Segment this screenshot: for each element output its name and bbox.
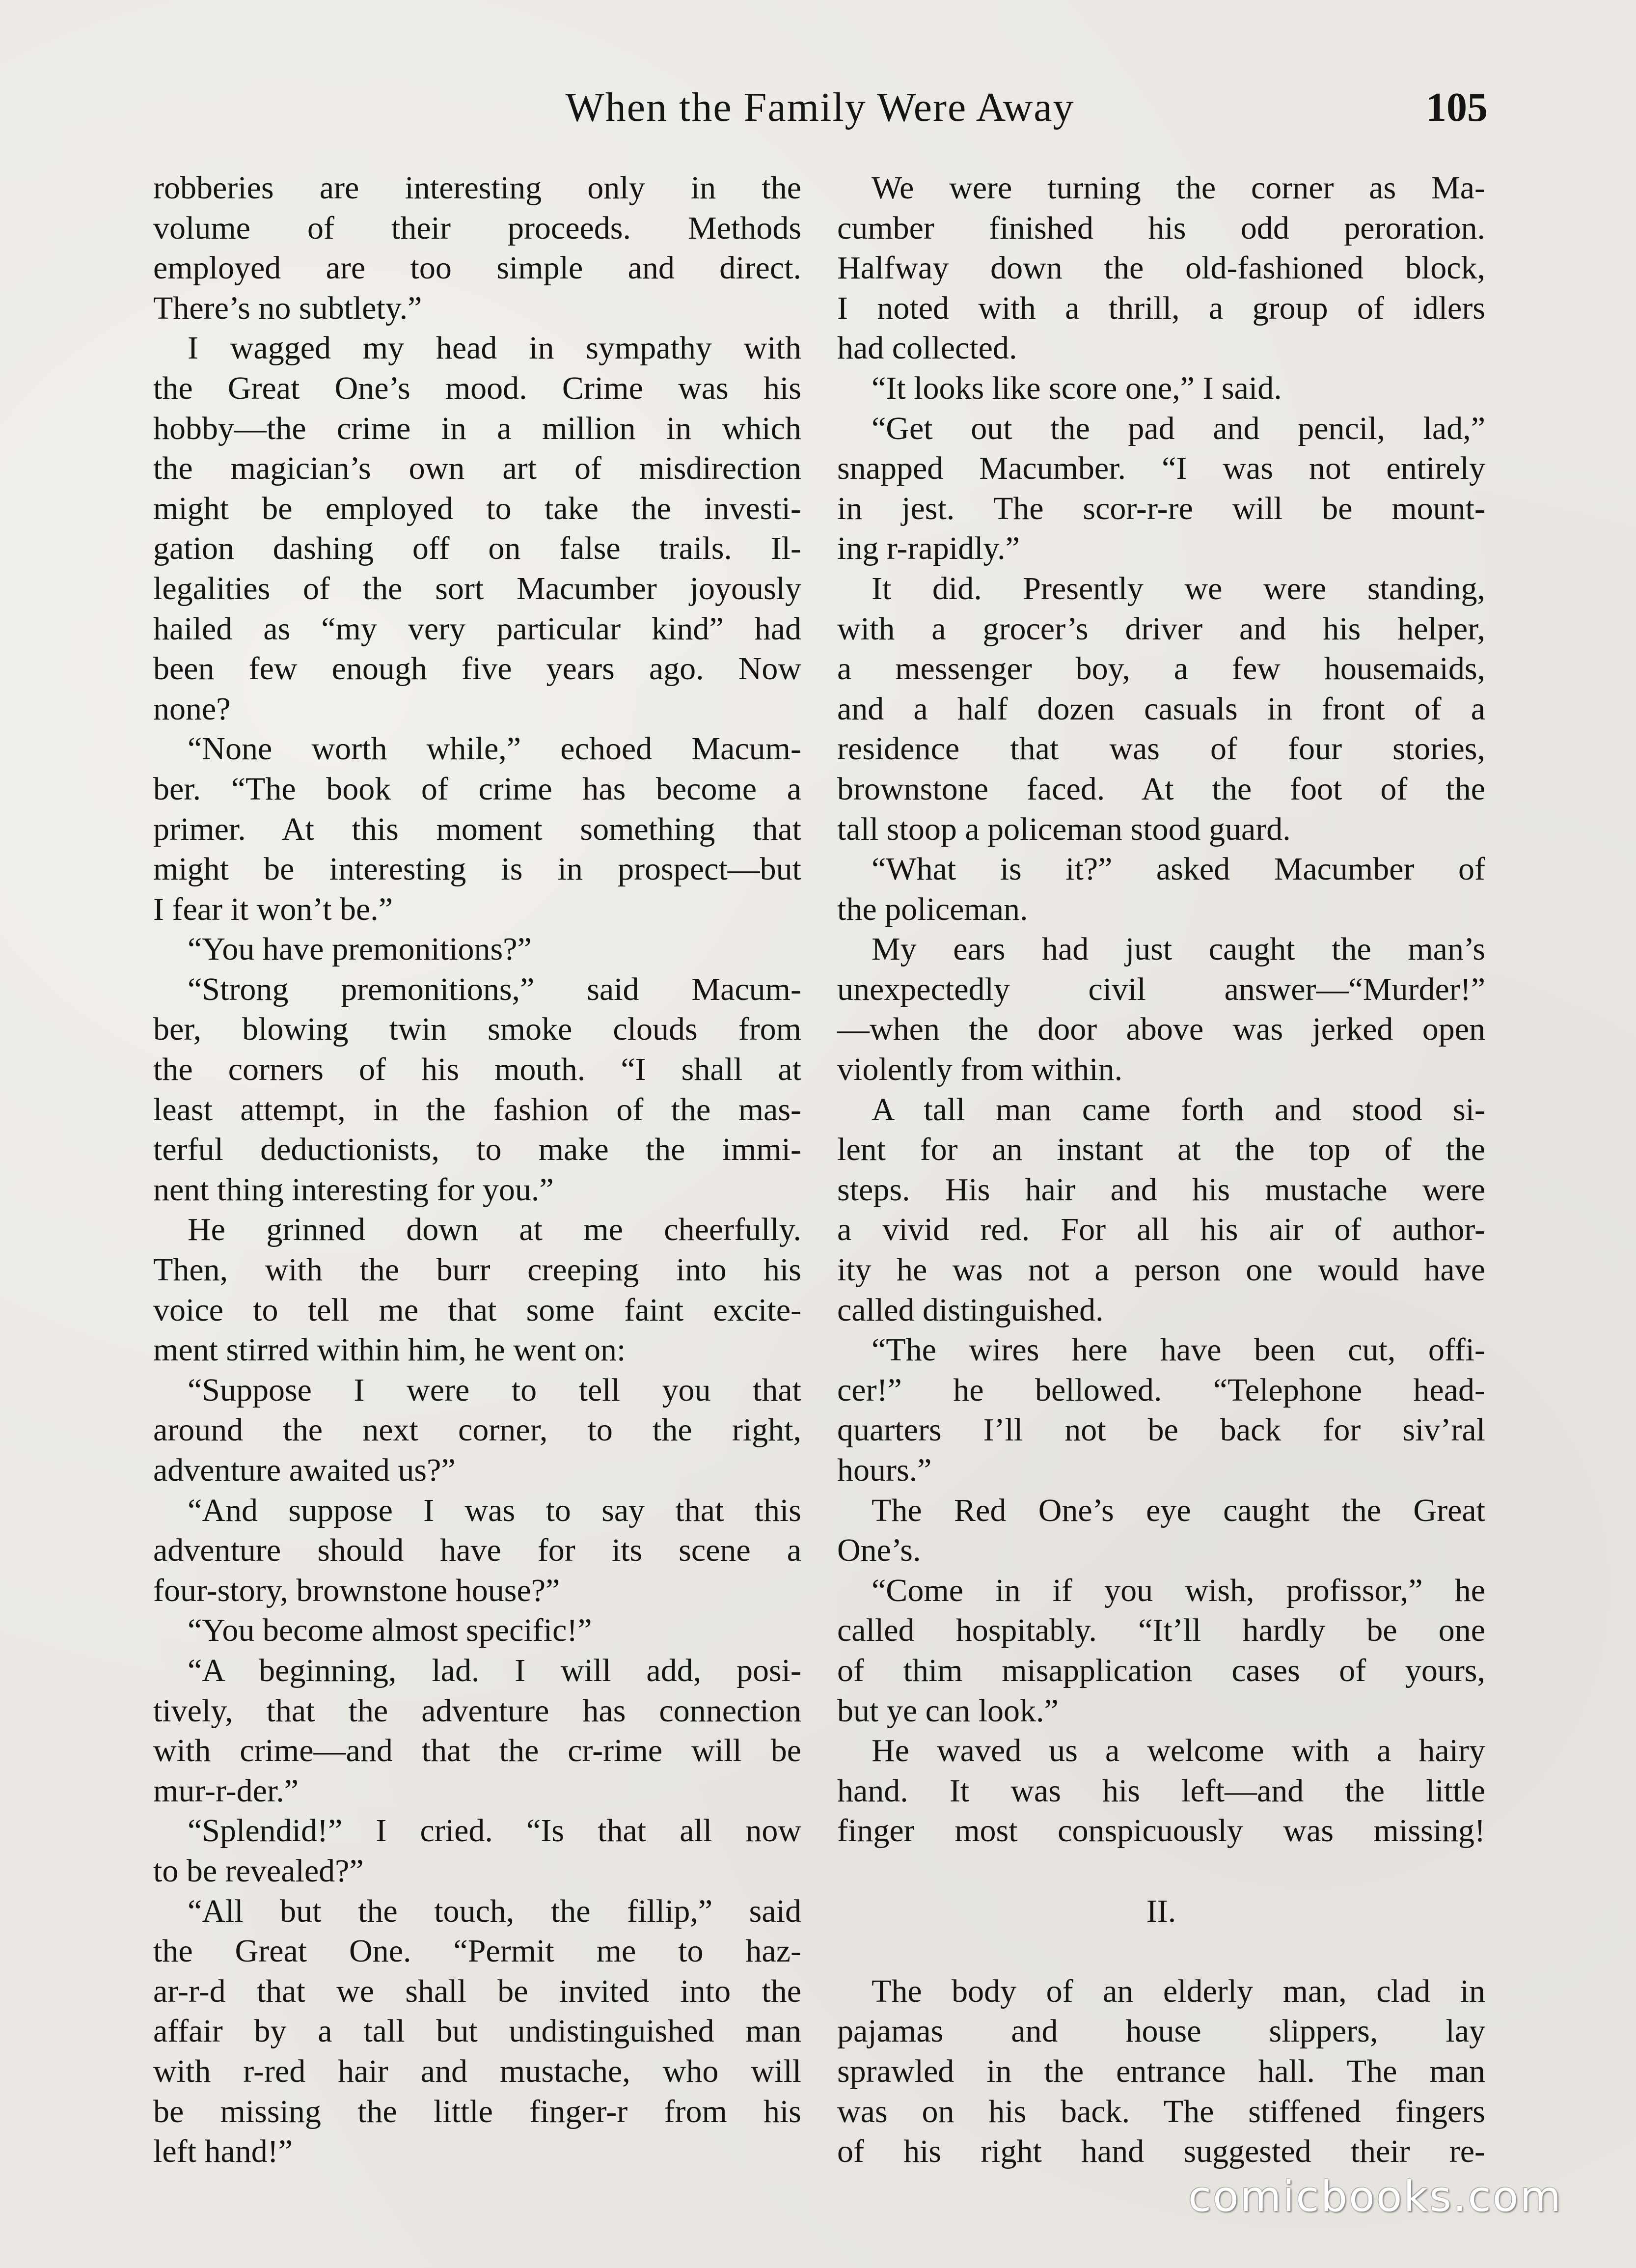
- text-line: mur-r-der.”: [153, 1772, 299, 1809]
- text-line: I noted with a thrill, a group of idlers: [837, 290, 1485, 326]
- text-line: “And suppose I was to say that this: [188, 1492, 801, 1528]
- text-line: “Suppose I were to tell you that: [188, 1372, 801, 1408]
- text-line: robberies are interesting only in the: [153, 170, 801, 206]
- text-line: brownstone faced. At the foot of the: [837, 771, 1485, 807]
- text-line: snapped Macumber. “I was not entirely: [837, 450, 1485, 487]
- page-number: 105: [1426, 84, 1488, 130]
- page-header: [152, 83, 1488, 147]
- text-line: voice to tell me that some faint excite-: [153, 1292, 801, 1328]
- text-line: the Great One. “Permit me to haz-: [153, 1933, 801, 1969]
- text-line: ing r-rapidly.”: [837, 530, 1020, 567]
- text-line: hailed as “my very particular kind” had: [153, 610, 801, 647]
- text-line: of his right hand suggested their re-: [837, 2133, 1485, 2170]
- text-line: My ears had just caught the man’s: [872, 931, 1485, 968]
- right-text-column: [837, 168, 1485, 2172]
- text-line: “The wires here have been cut, offi-: [872, 1332, 1485, 1368]
- text-line: was on his back. The stiffened fingers: [837, 2093, 1485, 2130]
- text-line: residence that was of four stories,: [837, 731, 1485, 767]
- text-line: called distinguished.: [837, 1292, 1104, 1328]
- text-line: [837, 1851, 1485, 1891]
- text-line: been few enough five years ago. Now: [153, 651, 801, 687]
- text-line: steps. His hair and his mustache were: [837, 1171, 1485, 1208]
- text-line: I wagged my head in sympathy with: [188, 330, 801, 366]
- text-line: —when the door above was jerked open: [837, 1011, 1485, 1048]
- text-line: “You become almost specific!”: [188, 1612, 592, 1649]
- text-line: cumber finished his odd peroration.: [837, 210, 1485, 246]
- text-line: ar-r-d that we shall be invited into the: [153, 1973, 801, 2009]
- text-line: violently from within.: [837, 1051, 1123, 1088]
- text-line: volume of their proceeds. Methods: [153, 210, 801, 246]
- text-line: employed are too simple and direct.: [153, 250, 801, 286]
- watermark-logo: comicbooks.com: [1188, 2172, 1562, 2221]
- text-line: The body of an elderly man, clad in: [872, 1973, 1485, 2009]
- text-line: “What is it?” asked Macumber of: [872, 851, 1485, 887]
- text-line: hobby—the crime in a million in which: [153, 410, 801, 446]
- text-line: [837, 1931, 1485, 1971]
- text-line: tall stoop a policeman stood guard.: [837, 811, 1291, 847]
- text-line: We were turning the corner as Ma-: [872, 170, 1485, 206]
- text-line: He waved us a welcome with a hairy: [872, 1733, 1485, 1769]
- left-text-column: [153, 168, 801, 2172]
- text-line: around the next corner, to the right,: [153, 1412, 801, 1448]
- text-line: It did. Presently we were standing,: [872, 570, 1485, 607]
- text-line: with crime—and that the cr-rime will be: [153, 1733, 801, 1769]
- text-line: Halfway down the old-fashioned block,: [837, 250, 1485, 286]
- text-line: cer!” he bellowed. “Telephone head-: [837, 1372, 1485, 1408]
- text-line: hours.”: [837, 1452, 932, 1488]
- text-line: pajamas and house slippers, lay: [837, 2013, 1485, 2049]
- text-line: ber, blowing twin smoke clouds from: [153, 1011, 801, 1048]
- running-title: When the Family Were Away: [565, 84, 1075, 130]
- text-line: the corners of his mouth. “I shall at: [153, 1051, 801, 1088]
- text-line: adventure awaited us?”: [153, 1452, 456, 1488]
- text-line: There’s no subtlety.”: [153, 290, 422, 326]
- text-line: in jest. The scor-r-re will be mount-: [837, 490, 1485, 526]
- text-line: four-story, brownstone house?”: [153, 1572, 560, 1608]
- text-line: Then, with the burr creeping into his: [153, 1252, 801, 1288]
- text-line: One’s.: [837, 1532, 921, 1569]
- text-line: ment stirred within him, he went on:: [153, 1332, 626, 1368]
- text-line: lent for an instant at the top of the: [837, 1132, 1485, 1168]
- text-line: “You have premonitions?”: [188, 931, 532, 968]
- text-line: tively, that the adventure has connection: [153, 1692, 801, 1729]
- text-line: The Red One’s eye caught the Great: [872, 1492, 1485, 1528]
- text-line: I fear it won’t be.”: [153, 891, 393, 927]
- text-line: a vivid red. For all his air of author-: [837, 1212, 1485, 1248]
- text-line: “None worth while,” echoed Macum-: [188, 731, 801, 767]
- text-line: the Great One’s mood. Crime was his: [153, 370, 801, 406]
- text-line: “It looks like score one,” I said.: [872, 370, 1282, 406]
- text-line: “Get out the pad and pencil, lad,”: [872, 410, 1485, 446]
- text-line: least attempt, in the fashion of the mas-: [153, 1091, 801, 1128]
- text-line: legalities of the sort Macumber joyously: [153, 570, 801, 607]
- text-line: “Strong premonitions,” said Macum-: [188, 971, 801, 1007]
- text-line: might be employed to take the investi-: [153, 490, 801, 526]
- text-line: primer. At this moment something that: [153, 811, 801, 847]
- text-line: A tall man came forth and stood si-: [872, 1091, 1485, 1128]
- text-line: finger most conspicuously was missing!: [837, 1813, 1485, 1849]
- text-line: but ye can look.”: [837, 1692, 1059, 1729]
- text-line: had collected.: [837, 330, 1017, 366]
- text-line: of thim misapplication cases of yours,: [837, 1652, 1485, 1688]
- text-line: might be interesting is in prospect—but: [153, 851, 801, 887]
- text-line: terful deductionists, to make the immi-: [153, 1132, 801, 1168]
- text-line: with a grocer’s driver and his helper,: [837, 610, 1485, 647]
- text-line: to be revealed?”: [153, 1853, 364, 1889]
- text-line: the policeman.: [837, 891, 1028, 927]
- text-line: be missing the little finger-r from his: [153, 2093, 801, 2130]
- text-line: with r-red hair and mustache, who will: [153, 2053, 801, 2089]
- text-line: hand. It was his left—and the little: [837, 1772, 1485, 1809]
- text-line: the magician’s own art of misdirection: [153, 450, 801, 487]
- text-line: sprawled in the entrance hall. The man: [837, 2053, 1485, 2089]
- text-line: quarters I’ll not be back for siv’ral: [837, 1412, 1485, 1448]
- text-line: “Splendid!” I cried. “Is that all now: [188, 1813, 801, 1849]
- text-line: “All but the touch, the fillip,” said: [188, 1893, 801, 1929]
- text-line: He grinned down at me cheerfully.: [188, 1212, 801, 1248]
- text-line: left hand!”: [153, 2133, 293, 2170]
- text-line: ber. “The book of crime has become a: [153, 771, 801, 807]
- text-line: adventure should have for its scene a: [153, 1532, 801, 1569]
- text-line: “A beginning, lad. I will add, posi-: [188, 1652, 801, 1688]
- section-heading: II.: [1146, 1893, 1176, 1929]
- text-line: gation dashing off on false trails. Il-: [153, 530, 801, 567]
- text-line: none?: [153, 691, 231, 727]
- text-line: called hospitably. “It’ll hardly be one: [837, 1612, 1485, 1649]
- text-line: and a half dozen casuals in front of a: [837, 691, 1485, 727]
- text-line: “Come in if you wish, profissor,” he: [872, 1572, 1485, 1608]
- text-line: unexpectedly civil answer—“Murder!”: [837, 971, 1485, 1007]
- text-line: affair by a tall but undistinguished man: [153, 2013, 801, 2049]
- text-line: ity he was not a person one would have: [837, 1252, 1485, 1288]
- text-line: a messenger boy, a few housemaids,: [837, 651, 1485, 687]
- text-line: nent thing interesting for you.”: [153, 1171, 554, 1208]
